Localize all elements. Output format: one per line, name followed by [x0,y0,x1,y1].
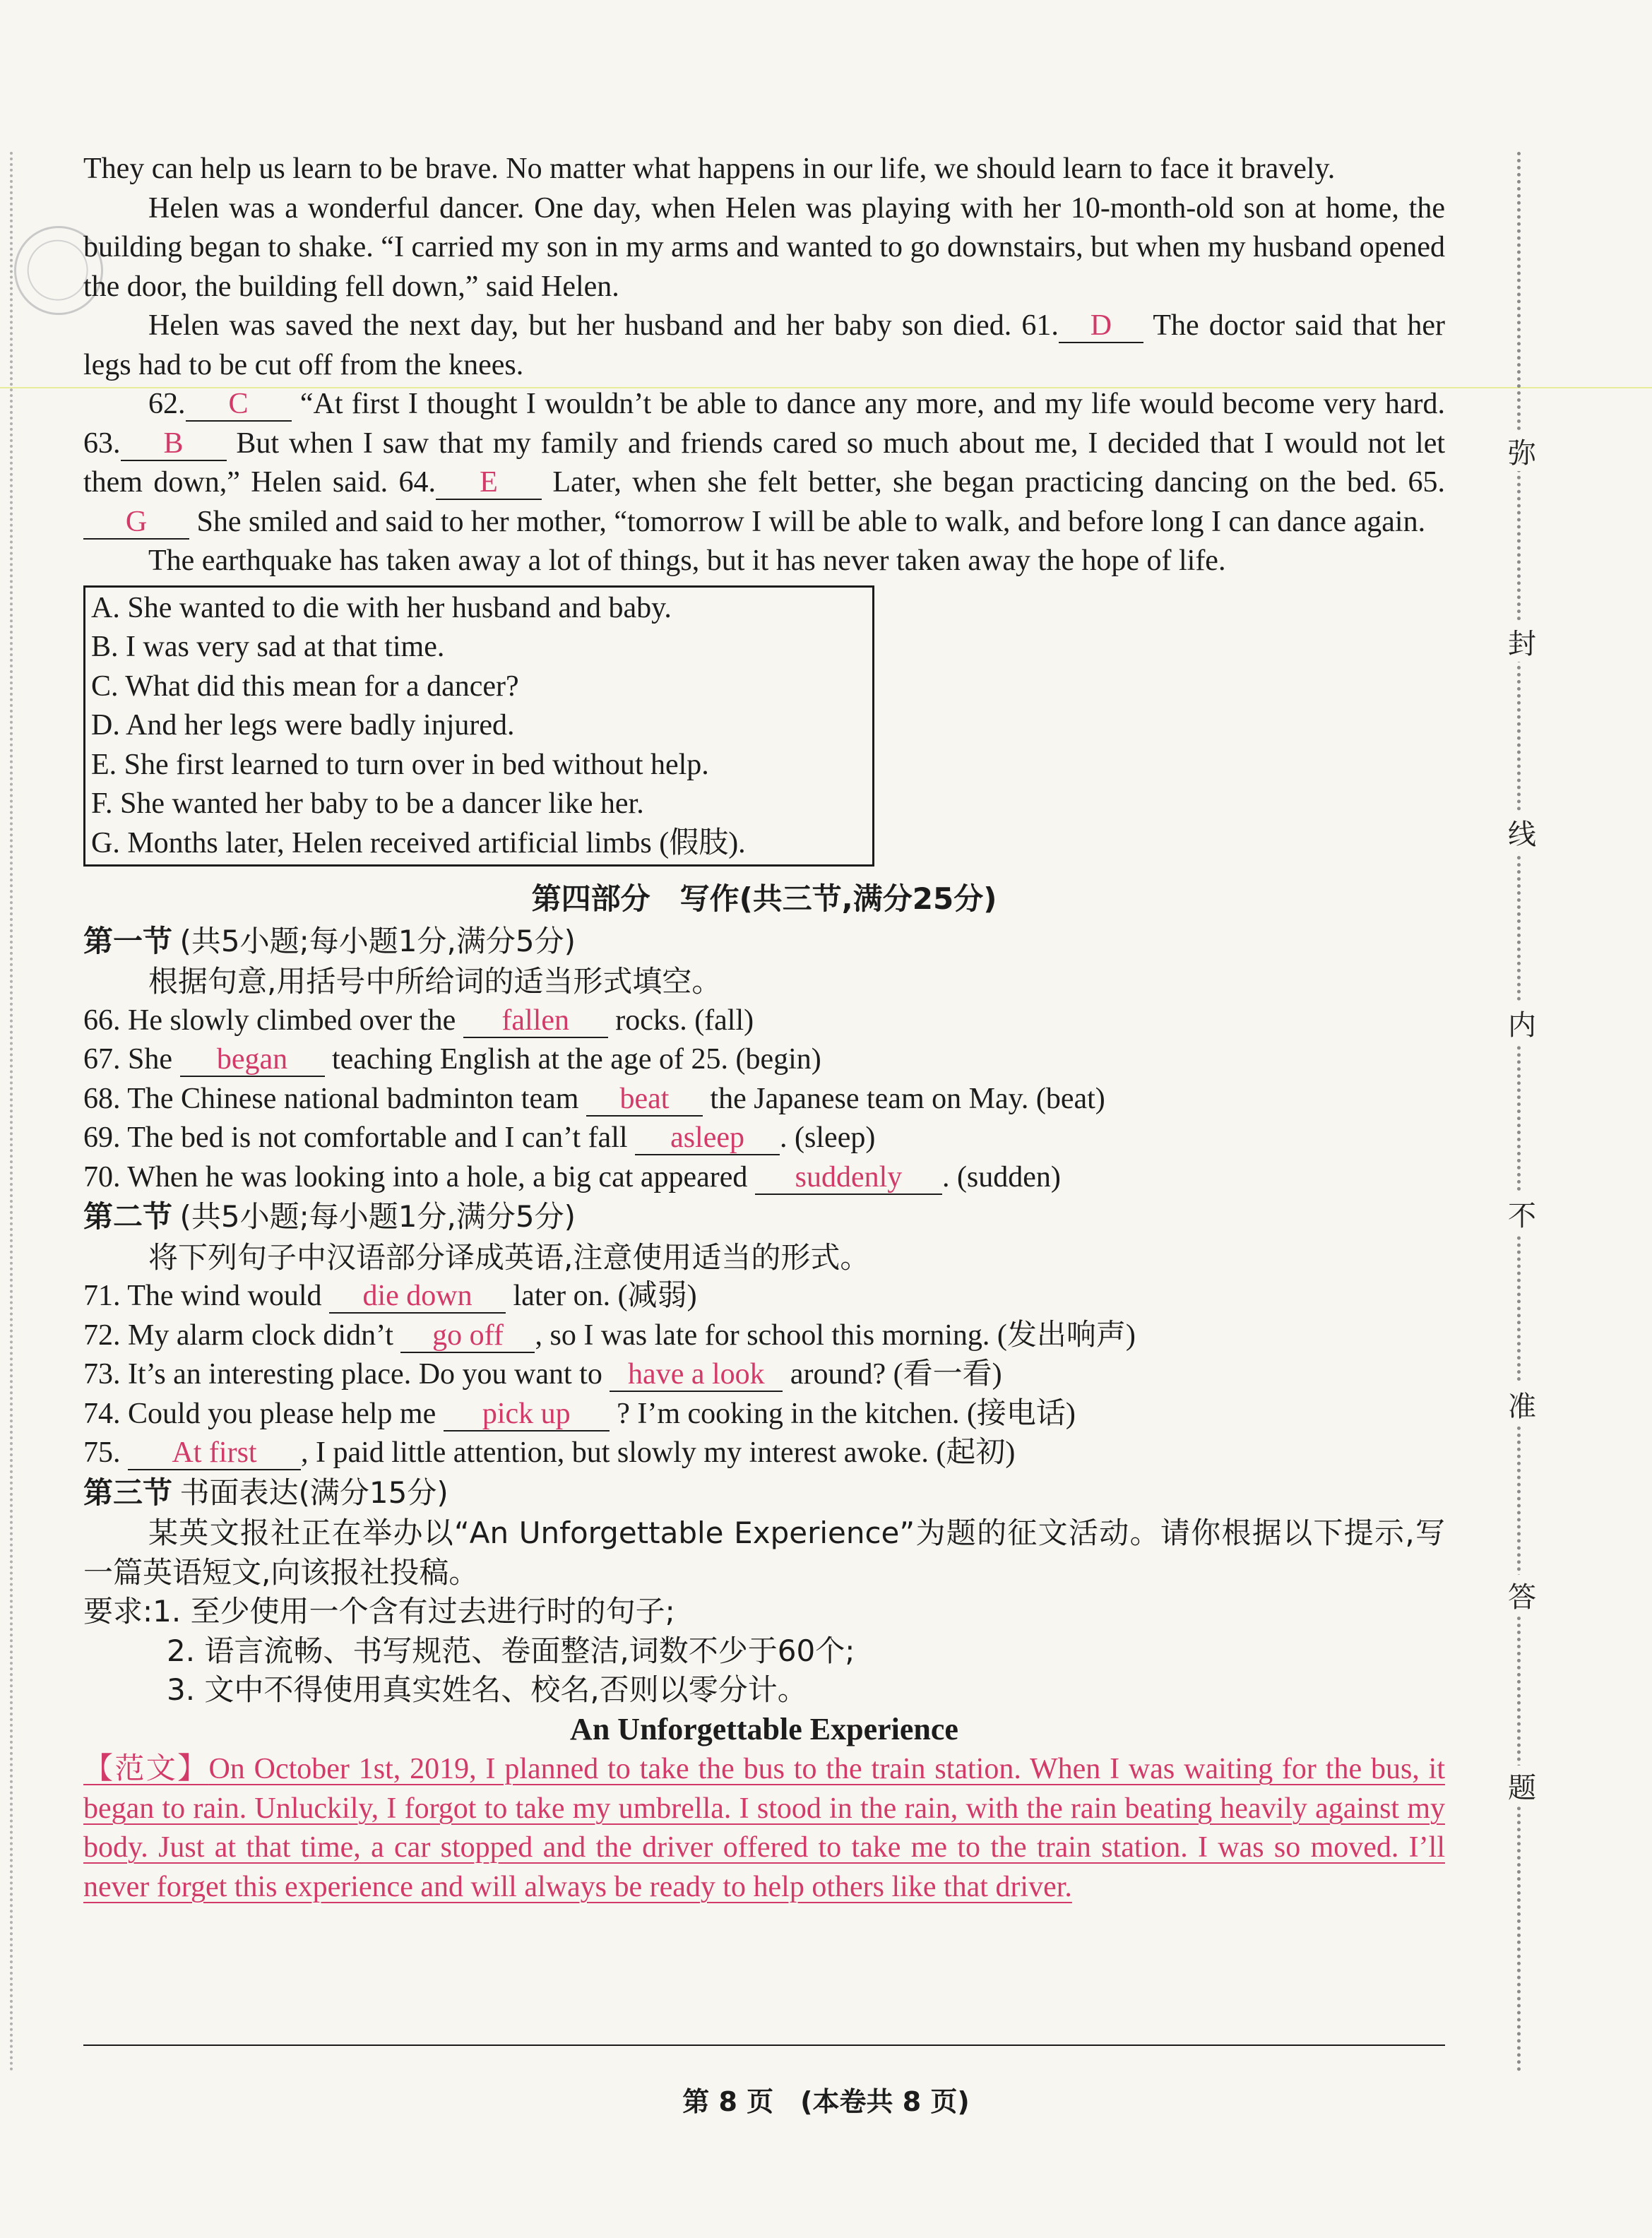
requirement-1: 要求:1. 至少使用一个含有过去进行时的句子; [83,1594,675,1629]
answer-blank-67[interactable]: began [180,1043,325,1077]
question-number: 61. [1021,309,1059,342]
part-title: 第四部分 写作(共三节,满分25分) [531,881,997,916]
answer-blank-64[interactable]: E [436,466,542,500]
footer-rule [83,2044,1445,2046]
answer-blank-71[interactable]: die down [329,1280,506,1314]
seal-char: 准 [1504,1384,1540,1424]
question-number: 65. [1408,466,1446,499]
question-number: 63. [83,427,121,460]
options-box [83,585,874,867]
translate-item: 74. Could you please help me pick up ? I’m cooking in the kitchen. (接电话) [83,1397,1076,1430]
translate-item: 71. The wind would die down later on. (减弱) [83,1280,697,1312]
model-essay [83,1749,1445,1907]
option-item: F. She wanted her baby to be a dancer like her. [91,787,644,820]
answer-blank-74[interactable]: pick up [444,1398,610,1432]
section-instruction: 根据句意,用括号中所给词的适当形式填空。 [148,964,722,999]
model-essay-text: On October 1st, 2019, I planned to take the bus to the train station. When I was waiting for the bus, it began to rain. Unluckily, I forgot to take my umbrella. I stood in the rain, with the rain beating heavily against my body. Just at that time, a car stopped and the driver offered to take me to the train station. I was so moved. I’ll never forget this experience and will always be ready to help others like that driver. [83,1753,1445,1903]
option-item: C. What did this mean for a dancer? [91,669,519,703]
fill-item: 66. He slowly climbed over the fallen rocks. (fall) [83,1004,754,1037]
passage-paragraph: Helen was saved the next day, but her husband and her baby son died. 61. D The doctor said that her legs had to be cut off from the knees. [83,309,1446,381]
answer-blank-63[interactable]: B [121,427,227,461]
answer-blank-66[interactable]: fallen [463,1004,608,1038]
model-essay-tag: 【范文】 [83,1751,209,1785]
option-item: B. I was very sad at that time. [91,631,445,663]
left-binding-line [10,152,13,2073]
passage-paragraph: Helen was a wonderful dancer. One day, when Helen was playing with her 10-month-old son at home, the building began to shake. “I carried my son in my arms and wanted to go downstairs, but when my husband opened the door, the building fell down,” said Helen. [83,191,1445,303]
answer-blank-73[interactable]: have a look [610,1358,783,1392]
translate-item: 72. My alarm clock didn’t go off , so I was late for school this morning. (发出响声) [83,1319,1136,1352]
section-heading: 第一节 (共5小题;每小题1分,满分5分) [83,923,576,958]
page-footer: 第 8 页 (本卷共 8 页) [682,2086,970,2117]
seal-char: 弥 [1504,431,1540,471]
seal-char: 封 [1504,621,1540,662]
answer-blank-70[interactable]: suddenly [755,1161,942,1195]
answer-blank-68[interactable]: beat [586,1083,703,1117]
translate-item: 73. It’s an interesting place. Do you want to have a look around? (看一看) [83,1358,1002,1391]
writing-prompt: 某英文报社正在举办以“An Unforgettable Experience”为题的征文活动。请你根据以下提示,写一篇英语短文,向该报社投稿。 [83,1516,1445,1590]
requirement-3: 3. 文中不得使用真实姓名、校名,否则以零分计。 [167,1672,807,1707]
seal-char: 答 [1504,1575,1540,1615]
fill-item: 68. The Chinese national badminton team beat the Japanese team on May. (beat) [83,1082,1105,1115]
answer-blank-72[interactable]: go off [400,1319,535,1353]
main-content [83,150,1445,1907]
translate-item: 75. At first , I paid little attention, but slowly my interest awoke. (起初) [83,1436,1016,1469]
seal-char: 内 [1504,1003,1540,1043]
passage-paragraph: They can help us learn to be brave. No matter what happens in our life, we should learn to face it bravely. [83,153,1336,185]
question-number: 64. [398,466,436,499]
passage-paragraph: 62. C “At first I thought I wouldn’t be able to dance any more, and my life would become very hard. 63. B But when I saw that my family and friends cared so much about me, I decided that I would not let them down,” Helen said. 64. E Later, when she felt better, she began practicing dancing on the bed. 65.G She smiled and said to her mother, “tomorrow I will be able to walk, and before long I can dance again. [83,388,1446,538]
section-heading: 第二节 (共5小题;每小题1分,满分5分) [83,1199,576,1234]
essay-title: An Unforgettable Experience [570,1711,958,1746]
option-item: E. She first learned to turn over in bed without help. [91,748,709,781]
option-item: D. And her legs were badly injured. [91,709,515,742]
requirement-2: 2. 语言流畅、书写规范、卷面整洁,词数不少于60个; [167,1633,855,1668]
option-item: G. Months later, Helen received artificial limbs (假肢). [91,826,746,859]
seal-char: 题 [1504,1766,1540,1806]
answer-blank-61[interactable]: D [1059,309,1143,343]
passage-paragraph: The earthquake has taken away a lot of things, but it has never taken away the hope of life. [148,544,1226,577]
answer-blank-62[interactable]: C [186,388,292,422]
fill-item: 69. The bed is not comfortable and I can’t fall asleep . (sleep) [83,1121,876,1154]
seal-char: 不 [1504,1194,1540,1234]
fill-item: 70. When he was looking into a hole, a big cat appeared suddenly . (sudden) [83,1160,1061,1194]
section-instruction: 将下列句子中汉语部分译成英语,注意使用适当的形式。 [148,1239,870,1275]
option-item: A. She wanted to die with her husband and baby. [91,591,672,624]
fill-item: 67. She began teaching English at the age of 25. (begin) [83,1043,821,1076]
answer-blank-75[interactable]: At first [128,1436,301,1470]
answer-blank-69[interactable]: asleep [635,1121,780,1155]
question-number: 62. [148,388,186,420]
section-heading: 第三节 书面表达(满分15分) [83,1475,448,1510]
answer-blank-65[interactable]: G [83,506,189,540]
seal-char: 线 [1504,812,1540,852]
